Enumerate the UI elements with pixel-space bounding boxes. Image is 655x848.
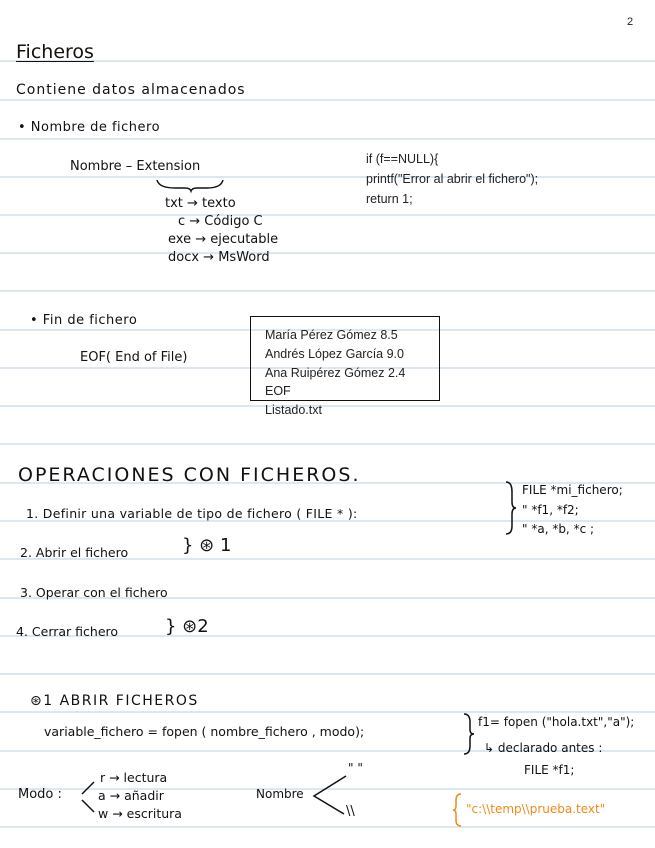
ext-docx: docx → MsWord xyxy=(168,250,270,265)
listado-filename: Listado.txt xyxy=(265,403,322,417)
file-decl-3: " *a, *b, *c ; xyxy=(522,522,595,536)
page-title: Ficheros xyxy=(16,41,94,63)
backslashes: \\ xyxy=(346,804,355,819)
fopen-example: f1= fopen ("hola.txt","a"); xyxy=(478,715,635,729)
brace-under-extension xyxy=(155,178,225,192)
code-line-2: printf("Error al abrir el fichero"); xyxy=(366,172,539,186)
listado-line-3: Ana Ruipérez Gómez 2.4 xyxy=(265,366,406,380)
bullet-nombre: • Nombre de fichero xyxy=(18,120,161,135)
step-2: 2. Abrir el fichero xyxy=(20,545,129,560)
brace-file-decl xyxy=(504,480,518,536)
nombre-label: Nombre xyxy=(256,787,304,801)
listado-line-1: María Pérez Gómez 8.5 xyxy=(265,328,398,342)
code-line-1: if (f==NULL){ xyxy=(366,152,439,166)
ext-c: c → Código C xyxy=(178,214,263,229)
bullet-fin: • Fin de fichero xyxy=(30,313,138,328)
file-decl-2: " *f1, *f2; xyxy=(522,503,579,517)
page-number: 2 xyxy=(627,16,634,28)
eof-label: EOF( End of File) xyxy=(80,350,188,365)
file-f1: FILE *f1; xyxy=(524,763,575,777)
brace-fopen xyxy=(462,712,476,756)
nombre-branch-lines xyxy=(310,772,348,816)
intro-text: Contiene datos almacenados xyxy=(16,82,246,98)
nombre-extension: Nombre – Extension xyxy=(70,159,201,174)
orange-brace xyxy=(452,792,464,828)
modo-branch-lines xyxy=(78,778,96,818)
ext-exe: exe → ejecutable xyxy=(168,232,279,247)
modo-r: r → lectura xyxy=(100,770,168,785)
listado-line-4: EOF xyxy=(265,384,291,398)
file-decl-1: FILE *mi_fichero; xyxy=(522,483,623,497)
step-1: 1. Definir una variable de tipo de fichero ( FILE * ): xyxy=(26,506,358,521)
modo-a: a → añadir xyxy=(98,788,164,803)
declarado-antes: ↳ declarado antes : xyxy=(484,741,603,755)
code-line-3: return 1; xyxy=(366,192,413,206)
abrir-title: ⊛1 ABRIR FICHEROS xyxy=(30,693,199,709)
quotes-top: " " xyxy=(348,761,363,775)
step-2-ref: } ⊛ 1 xyxy=(182,535,232,556)
path-example: "c:\\temp\\prueba.text" xyxy=(466,802,606,816)
ext-txt: txt → texto xyxy=(165,196,236,211)
step-4-ref: } ⊛2 xyxy=(165,616,209,637)
step-3: 3. Operar con el fichero xyxy=(20,585,168,600)
step-4: 4. Cerrar fichero xyxy=(16,624,119,639)
modo-w: w → escritura xyxy=(98,806,182,821)
listado-line-2: Andrés López García 9.0 xyxy=(265,347,404,361)
operaciones-title: OPERACIONES CON FICHEROS. xyxy=(18,464,361,486)
fopen-syntax: variable_fichero = fopen ( nombre_fichero , modo); xyxy=(44,724,365,739)
modo-label: Modo : xyxy=(18,787,62,802)
